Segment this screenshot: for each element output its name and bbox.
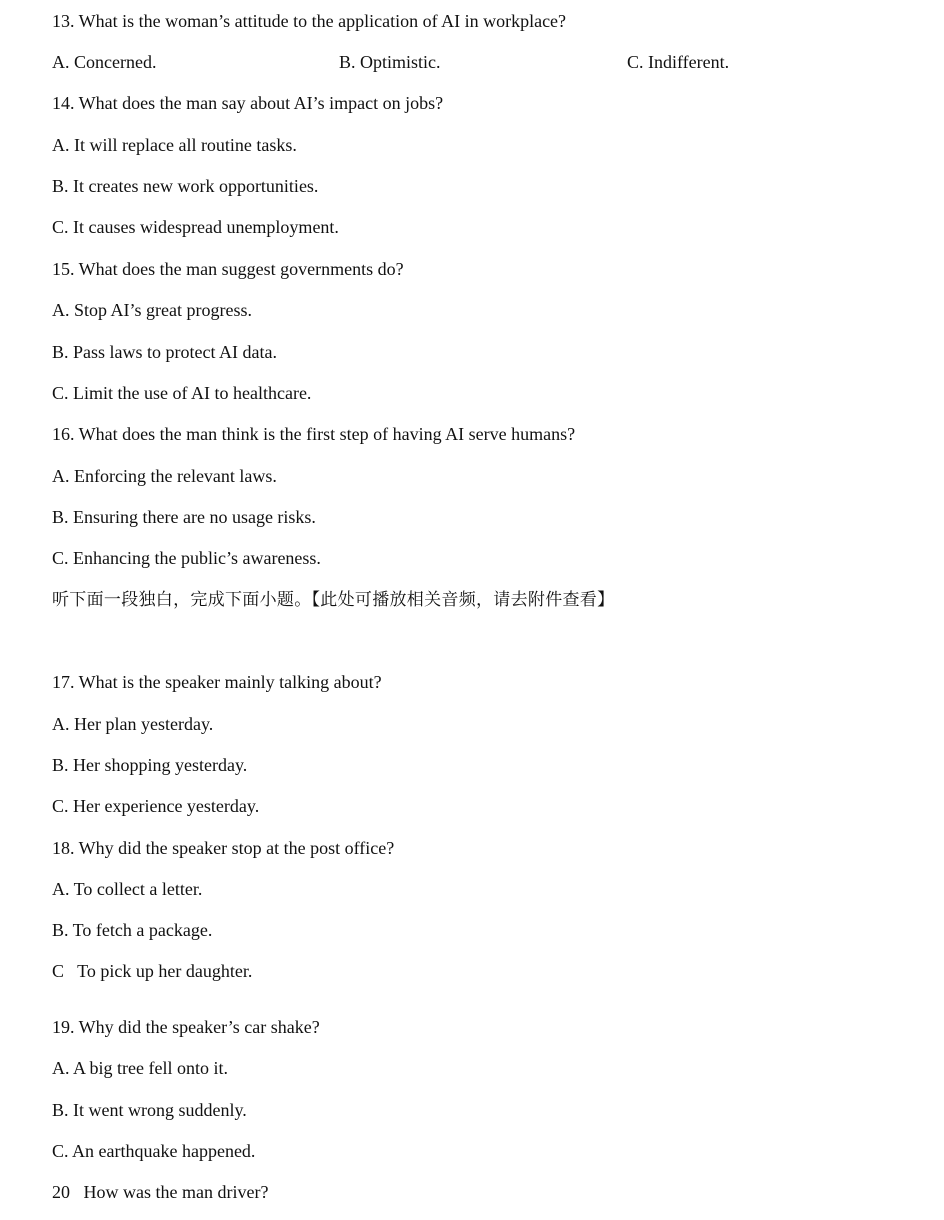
question-16: 16. What does the man think is the first step of having AI serve humans? [52, 424, 576, 444]
question-20: 20 How was the man driver? [52, 1182, 269, 1202]
section-instruction: 听下面一段独白，完成下面小题。【此处可播放相关音频，请去附件查看】 [52, 590, 615, 610]
question-15: 15. What does the man suggest governments do? [52, 259, 404, 279]
q13-option-b: B. Optimistic. [339, 52, 441, 72]
q19-option-a: A. A big tree fell onto it. [52, 1058, 228, 1078]
q16-option-b: B. Ensuring there are no usage risks. [52, 507, 316, 527]
q17-option-a: A. Her plan yesterday. [52, 714, 214, 734]
q16-option-a: A. Enforcing the relevant laws. [52, 466, 277, 486]
q19-option-c: C. An earthquake happened. [52, 1141, 256, 1161]
q13-option-a: A. Concerned. [52, 52, 157, 72]
q17-option-b: B. Her shopping yesterday. [52, 755, 248, 775]
q14-option-b: B. It creates new work opportunities. [52, 176, 319, 196]
q18-option-a: A. To collect a letter. [52, 879, 203, 899]
question-14: 14. What does the man say about AI’s impact on jobs? [52, 93, 444, 113]
q16-option-c: C. Enhancing the public’s awareness. [52, 548, 321, 568]
q13-option-c: C. Indifferent. [627, 52, 730, 72]
question-19: 19. Why did the speaker’s car shake? [52, 1017, 320, 1037]
question-17: 17. What is the speaker mainly talking about? [52, 672, 382, 692]
q15-option-b: B. Pass laws to protect AI data. [52, 342, 277, 362]
q18-option-c: C To pick up her daughter. [52, 961, 253, 981]
q15-option-a: A. Stop AI’s great progress. [52, 300, 252, 320]
q14-option-c: C. It causes widespread unemployment. [52, 217, 339, 237]
q14-option-a: A. It will replace all routine tasks. [52, 135, 297, 155]
question-13: 13. What is the woman’s attitude to the application of AI in workplace? [52, 11, 567, 31]
q18-option-b: B. To fetch a package. [52, 920, 213, 940]
q17-option-c: C. Her experience yesterday. [52, 796, 260, 816]
question-18: 18. Why did the speaker stop at the post office? [52, 838, 395, 858]
q15-option-c: C. Limit the use of AI to healthcare. [52, 383, 312, 403]
q19-option-b: B. It went wrong suddenly. [52, 1100, 247, 1120]
